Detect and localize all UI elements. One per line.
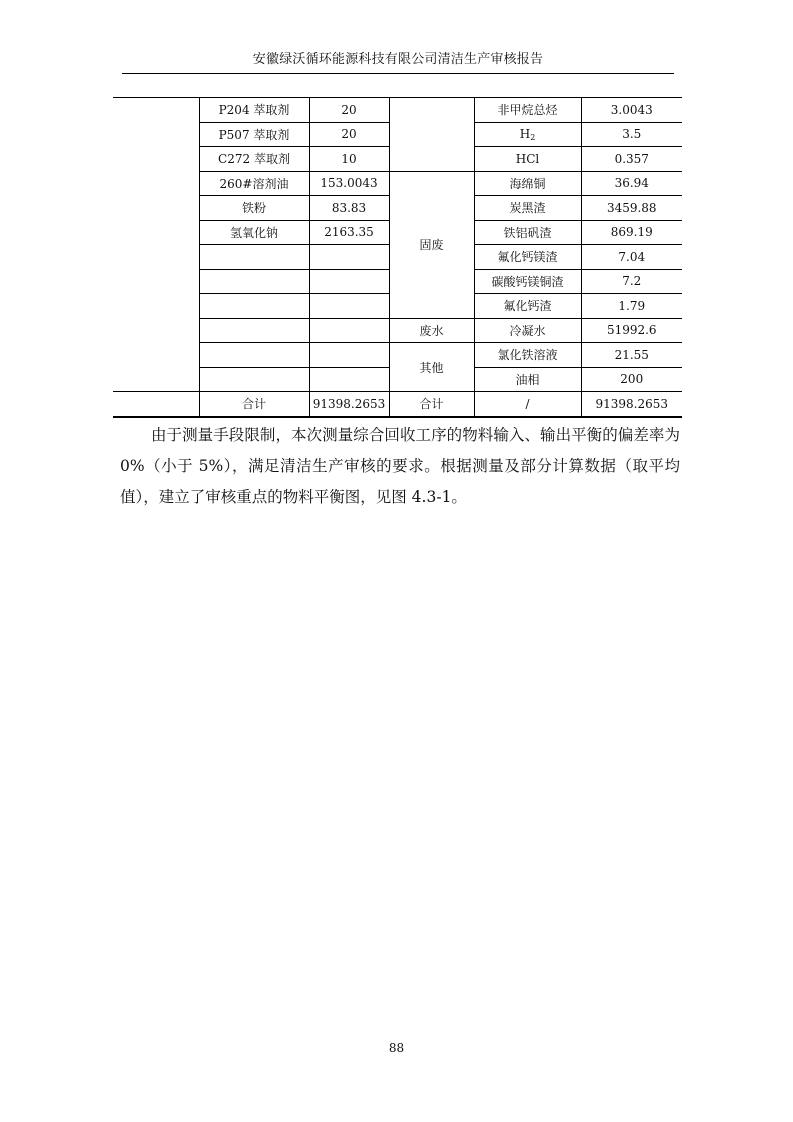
input-name: P507 萃取剂 [199, 122, 309, 147]
output-item: 冷凝水 [474, 318, 581, 343]
output-amount: 21.55 [581, 343, 682, 368]
output-amount: 0.357 [581, 147, 682, 172]
gas-category-cell [389, 98, 474, 172]
input-value: 83.83 [309, 196, 389, 221]
total-output-item: / [474, 392, 581, 417]
input-value [309, 294, 389, 319]
output-item: HCl [474, 147, 581, 172]
output-item: 碳酸钙镁铜渣 [474, 269, 581, 294]
output-item: 铁铝矾渣 [474, 220, 581, 245]
input-value: 20 [309, 122, 389, 147]
input-name: 铁粉 [199, 196, 309, 221]
input-name: P204 萃取剂 [199, 98, 309, 123]
paragraph-text: 由于测量手段限制，本次测量综合回收工序的物料输入、输出平衡的偏差率为 0%（小于 5%），满足清洁生产审核的要求。根据测量及部分计算数据（取平均值），建立了审核重点的物料平衡图，见图 4.3-1。 [120, 426, 680, 506]
input-name [199, 269, 309, 294]
output-item: 氟化钙渣 [474, 294, 581, 319]
output-item: 氟化钙镁渣 [474, 245, 581, 270]
input-name: 260#溶剂油 [199, 171, 309, 196]
total-output-label: 合计 [389, 392, 474, 417]
table-row [113, 171, 792, 196]
header-rule [122, 73, 674, 74]
input-value: 10 [309, 147, 389, 172]
table-row [113, 98, 792, 123]
input-value: 20 [309, 98, 389, 123]
total-input-value: 91398.2653 [309, 392, 389, 417]
input-name [199, 245, 309, 270]
input-name: 氢氧化钠 [199, 220, 309, 245]
input-name [199, 294, 309, 319]
output-item: $H_2$ [474, 122, 581, 147]
total-input-label: 合计 [199, 392, 309, 417]
input-value: 2163.35 [309, 220, 389, 245]
blank-left-cell [113, 392, 199, 417]
total-output-value: 91398.2653 [581, 392, 682, 417]
output-item: 炭黑渣 [474, 196, 581, 221]
input-value [309, 245, 389, 270]
output-amount: 3.5 [581, 122, 682, 147]
input-value [309, 343, 389, 368]
output-item: 非甲烷总烃 [474, 98, 581, 123]
material-balance-table [113, 97, 792, 418]
output-item: 氯化铁溶液 [474, 343, 581, 368]
page-number: 88 [388, 1041, 405, 1055]
input-name [199, 367, 309, 392]
table-row [113, 343, 792, 368]
output-amount: 36.94 [581, 171, 682, 196]
input-value [309, 367, 389, 392]
category-solid-waste: 固废 [389, 171, 474, 318]
output-item: 海绵铜 [474, 171, 581, 196]
output-amount: 7.2 [581, 269, 682, 294]
category-waste-water: 废水 [389, 318, 474, 343]
input-value: 153.0043 [309, 171, 389, 196]
output-item: 油相 [474, 367, 581, 392]
output-amount: 51992.6 [581, 318, 682, 343]
output-amount: 3.0043 [581, 98, 682, 123]
category-other: 其他 [389, 343, 474, 392]
input-value [309, 318, 389, 343]
output-amount: 7.04 [581, 245, 682, 270]
input-name [199, 343, 309, 368]
input-name [199, 318, 309, 343]
blank-left-cell [113, 98, 199, 392]
table-row [113, 318, 792, 343]
input-value [309, 269, 389, 294]
total-row [113, 392, 792, 417]
output-amount: 3459.88 [581, 196, 682, 221]
input-name: C272 萃取剂 [199, 147, 309, 172]
page-header: 安徽绿沃循环能源科技有限公司清洁生产审核报告 [252, 52, 544, 67]
output-amount: 1.79 [581, 294, 682, 319]
body-paragraph [120, 420, 680, 513]
output-amount: 200 [581, 367, 682, 392]
output-amount: 869.19 [581, 220, 682, 245]
